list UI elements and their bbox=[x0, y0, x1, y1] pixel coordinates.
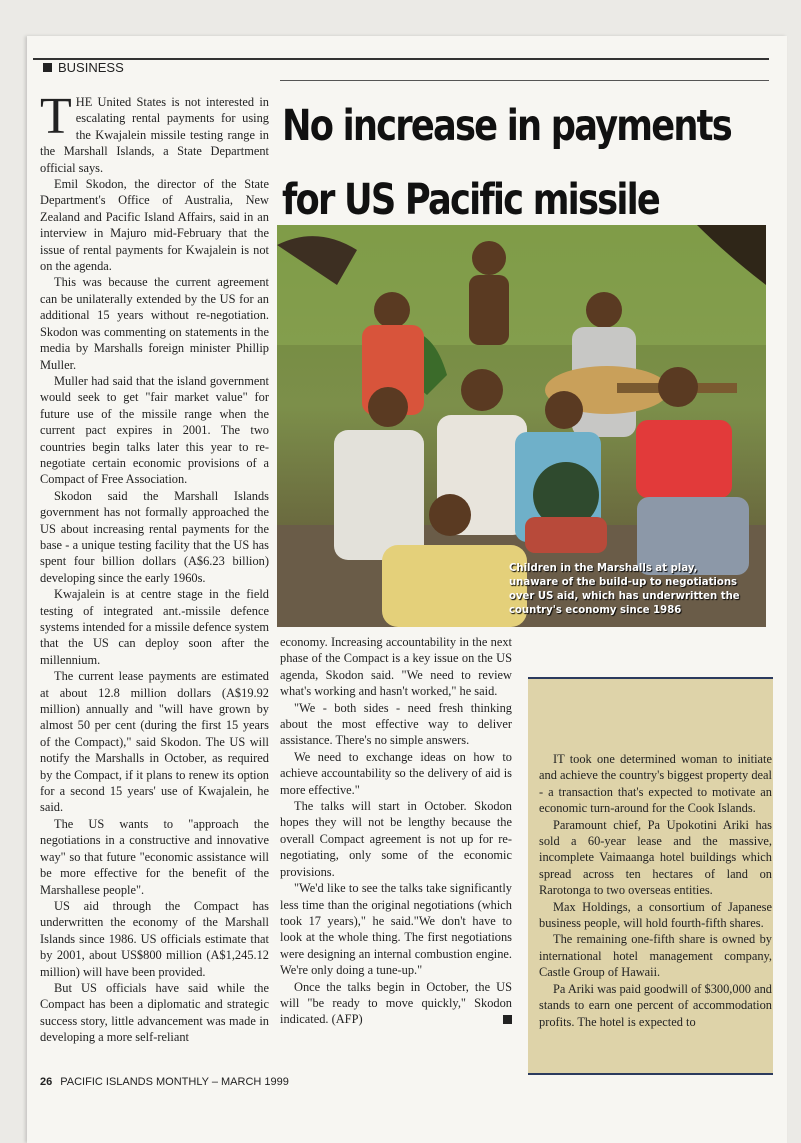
page-number: 26 bbox=[40, 1076, 53, 1088]
photo-children-marshalls bbox=[277, 225, 766, 627]
sidebar-paragraph: IT took one determined woman to initiate and achieve the country's biggest property deal - a transaction that's expected to motivate an economic turn-around for the Cook Islands. bbox=[539, 752, 772, 816]
drop-cap: T bbox=[40, 88, 72, 145]
sidebar-paragraph: Paramount chief, Pa Upokotini Ariki has sold a 60-year lease and the massive, incomplete Vaimaanga hotel buildings which spread across ten hectares of land on Rarotonga to two overseas entities. bbox=[539, 817, 772, 898]
closing-paragraph bbox=[280, 979, 512, 1028]
headline: No increase in payments for US Pacific missile bbox=[282, 101, 731, 225]
paragraph: US aid through the Compact has underwritten the economy of the Marshall Islands since 1986. US officials estimate that by 2001, about US$800 million (A$1,245.12 million) will have been provided. bbox=[40, 898, 269, 979]
sidebar-article bbox=[539, 751, 772, 1030]
paragraph: This was because the current agreement can be unilaterally extended by the US for an additional 15 years without re-negotiation. Skodon was commenting on statements in the media by Marshalls foreign minister Phillip Muller. bbox=[40, 275, 269, 372]
article-column-2 bbox=[280, 634, 512, 1028]
closing-text: Once the talks begin in October, the US will "be ready to move quickly," Skodon indicated. (AFP) bbox=[280, 979, 512, 1027]
article-column-1 bbox=[40, 88, 269, 1046]
end-mark-icon bbox=[503, 1015, 512, 1024]
paragraph: "We - both sides - need fresh thinking about the most effective way to deliver assistance. There's no simple answers. bbox=[280, 700, 512, 748]
lead-paragraph-text: HE United States is not interested in escalating rental payments for using the Kwajalein missile testing range in the Marshall Islands, a State Department official says. bbox=[40, 95, 269, 175]
paragraph: economy. Increasing accountability in the next phase of the Compact is a key issue on the US agenda, Skodon said. "We need to review what's working and hasn't worked," he said. bbox=[280, 635, 512, 699]
paragraph: The talks will start in October. Skodon hopes they will not be lengthy because the overall Compact agreement is not up for re-negotiating, only some of the economic provisions. bbox=[280, 799, 512, 879]
photo-caption: Children in the Marshalls at play, unaware of the build-up to negotiations over US aid, which has underwritten the country's economy since 1986 bbox=[508, 561, 740, 616]
top-rule bbox=[33, 58, 769, 60]
sidebar-paragraph: The remaining one-fifth share is owned by international hotel management company, Castle Group of Hawaii. bbox=[539, 932, 772, 980]
paragraph: Skodon said the Marshall Islands government has not formally approached the US about increasing rental payments for the base - a unique testing facility that the US has spent four billion dollars (A$6.23 billion) developing since the early 1960s. bbox=[40, 488, 269, 585]
section-square-icon bbox=[43, 63, 52, 72]
sidebar-paragraph: Max Holdings, a consortium of Japanese business people, will hold fourth-fifth shares. bbox=[539, 899, 772, 931]
lead-paragraph bbox=[40, 88, 269, 176]
paragraph: Muller had said that the island government would seek to get "fair market value" for future use of the missile range when the current pact expires in 2001. The two countries begin talks later this year to re-negotiate certain economic provisions of a Compact of Free Association. bbox=[40, 373, 269, 487]
paragraph: The US wants to "approach the negotiations in a constructive and innovative way" so that future "economic assistance will be more effective for the benefit of the Marshallese people". bbox=[40, 816, 269, 897]
section-rule bbox=[280, 80, 769, 81]
section-label bbox=[43, 60, 124, 75]
paragraph: We need to exchange ideas on how to achieve accountability so the delivery of aid is more effective." bbox=[280, 749, 512, 797]
paragraph: Emil Skodon, the director of the State Department's Office of Australia, New Zealand and Pacific Island Affairs, said in an interview in Majuro mid-February that the issue of rental payments for Kwajalein is not on the agenda. bbox=[40, 177, 269, 274]
sidebar-paragraph: Pa Ariki was paid goodwill of $300,000 and stands to earn one percent of accommodation profits. The hotel is expected to bbox=[539, 981, 772, 1029]
paragraph: "We'd like to see the talks take significantly less time than the original negotiations (which took 17 years)," he said."We don't have to look at the whole thing. The first negotiations were designing an internal combustion engine. We're only doing a tune-up." bbox=[280, 881, 512, 978]
paragraph: Kwajalein is at centre stage in the field testing of integrated ant.-missile defence systems intended for a missile defence system that the US can deploy soon after the millennium. bbox=[40, 587, 269, 667]
paragraph: But US officials have said while the Compact has been a diplomatic and strategic success story, little advancement was made in developing a more self-reliant bbox=[40, 980, 269, 1045]
publication-line: PACIFIC ISLANDS MONTHLY – MARCH 1999 bbox=[60, 1076, 289, 1088]
section-name: BUSINESS bbox=[58, 60, 124, 75]
page-footer bbox=[40, 1076, 289, 1088]
paragraph: The current lease payments are estimated at about 12.8 million dollars (A$19.92 million) annually and "will have grown by almost 50 per cent (during the first 15 years of the Compact)," said Skodon. The US will notify the Marshalls in October, as required by the Compact, if it plans to renew its option for a second 15 years' use of Kwajalein, he said. bbox=[40, 669, 269, 815]
